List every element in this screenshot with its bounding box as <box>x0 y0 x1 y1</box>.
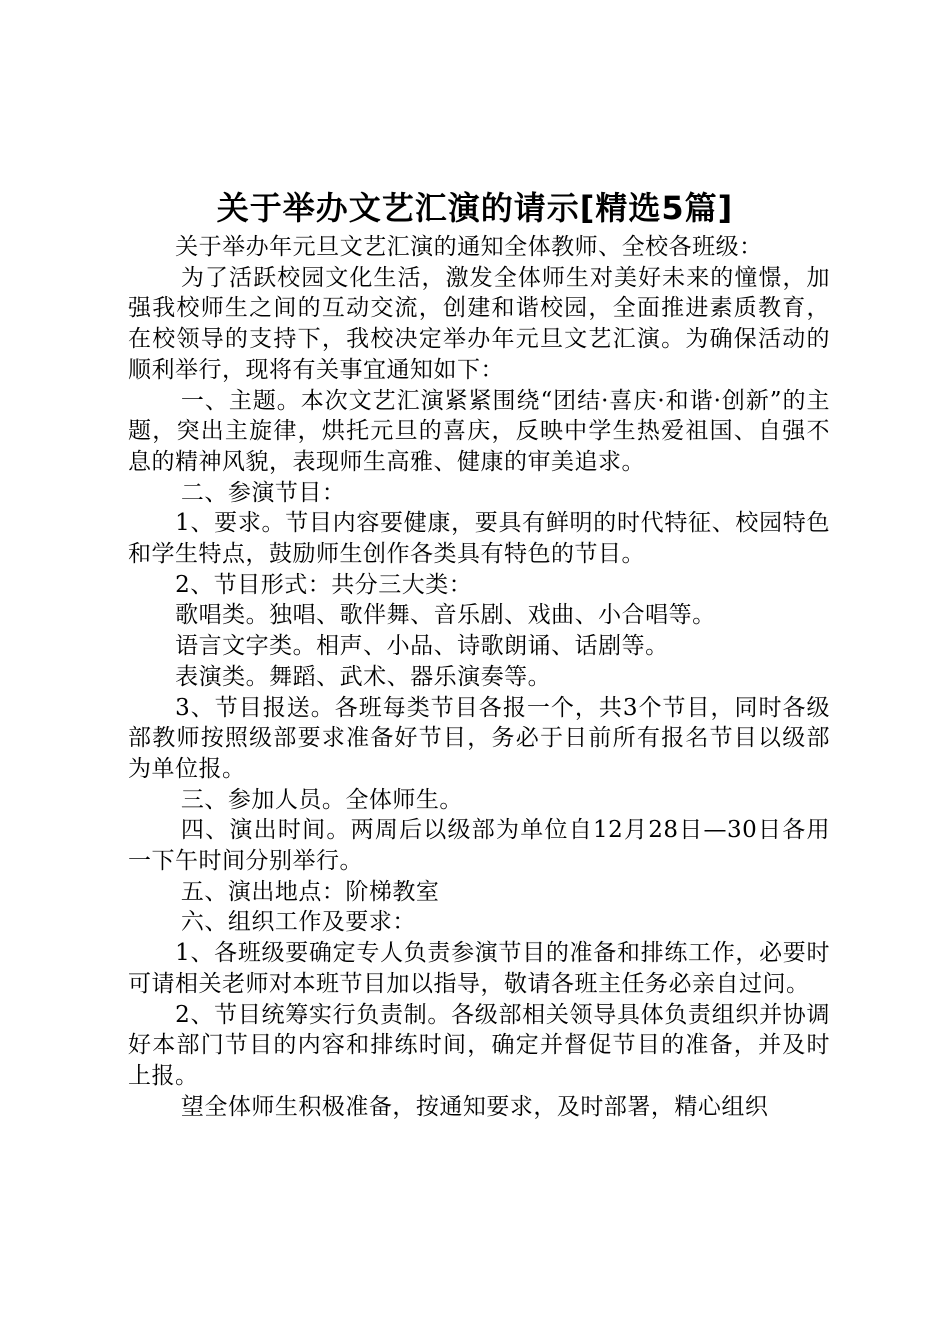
paragraph-theme: 一、主题。本次文艺汇演紧紧围绕“团结·喜庆·和谐·创新”的主题，突出主旋律，烘托元旦的喜庆，反映中学生热爱祖国、自强不息的精神风貌，表现师生高雅、健康的审美追求。 <box>128 387 830 475</box>
paragraph-program-forms: 2、节目形式：共分三大类： <box>175 571 473 598</box>
paragraph-closing: 望全体师生积极准备，按通知要求，及时部署，精心组织 <box>180 1093 769 1120</box>
paragraph-intro: 为了活跃校园文化生活，激发全体师生对美好未来的憧憬，加强我校师生之间的互动交流，创建和谐校园，全面推进素质教育，在校领导的支持下，我校决定举办年元旦文艺汇演。为确保活动的顺利举行，现将有关事宜通知如下： <box>128 264 830 383</box>
document-title: 关于举办文艺汇演的请示[精选5篇] <box>216 189 734 227</box>
paragraph-notice-heading: 关于举办年元旦文艺汇演的通知全体教师、全校各班级： <box>175 234 763 260</box>
paragraph-language: 语言文字类。相声、小品、诗歌朗诵、话剧等。 <box>175 633 669 660</box>
paragraph-coordination: 2、节目统筹实行负责制。各级部相关领导具体负责组织并协调好本部门节目的内容和排练时间，确定并督促节目的准备，并及时上报。 <box>128 1001 830 1089</box>
paragraph-singing: 歌唱类。独唱、歌伴舞、音乐剧、戏曲、小合唱等。 <box>175 602 716 629</box>
paragraph-show-time: 四、演出时间。两周后以级部为单位自12月28日—30日各用一下午时间分别举行。 <box>128 817 830 875</box>
paragraph-submission: 3、节目报送。各班每类节目各报一个，共3个节目，同时各级部教师按照级部要求准备好节目，务必于日前所有报名节目以级部为单位报。 <box>128 694 830 782</box>
document-body <box>128 232 830 1122</box>
paragraph-performance: 表演类。舞蹈、武术、器乐演奏等。 <box>175 663 552 690</box>
paragraph-requirements: 1、要求。节目内容要健康，要具有鲜明的时代特征、校园特色和学生特点，鼓励师生创作各类具有特色的节目。 <box>128 510 830 568</box>
paragraph-programs-heading: 二、参演节目： <box>180 479 346 506</box>
paragraph-venue: 五、演出地点：阶梯教室 <box>180 878 440 905</box>
paragraph-class-responsibility: 1、各班级要确定专人负责参演节目的准备和排练工作，必要时可请相关老师对本班节目加以指导，敬请各班主任务必亲自过问。 <box>128 940 830 997</box>
paragraph-organization-heading: 六、组织工作及要求： <box>180 909 416 936</box>
paragraph-participants: 三、参加人员。全体师生。 <box>180 786 463 813</box>
